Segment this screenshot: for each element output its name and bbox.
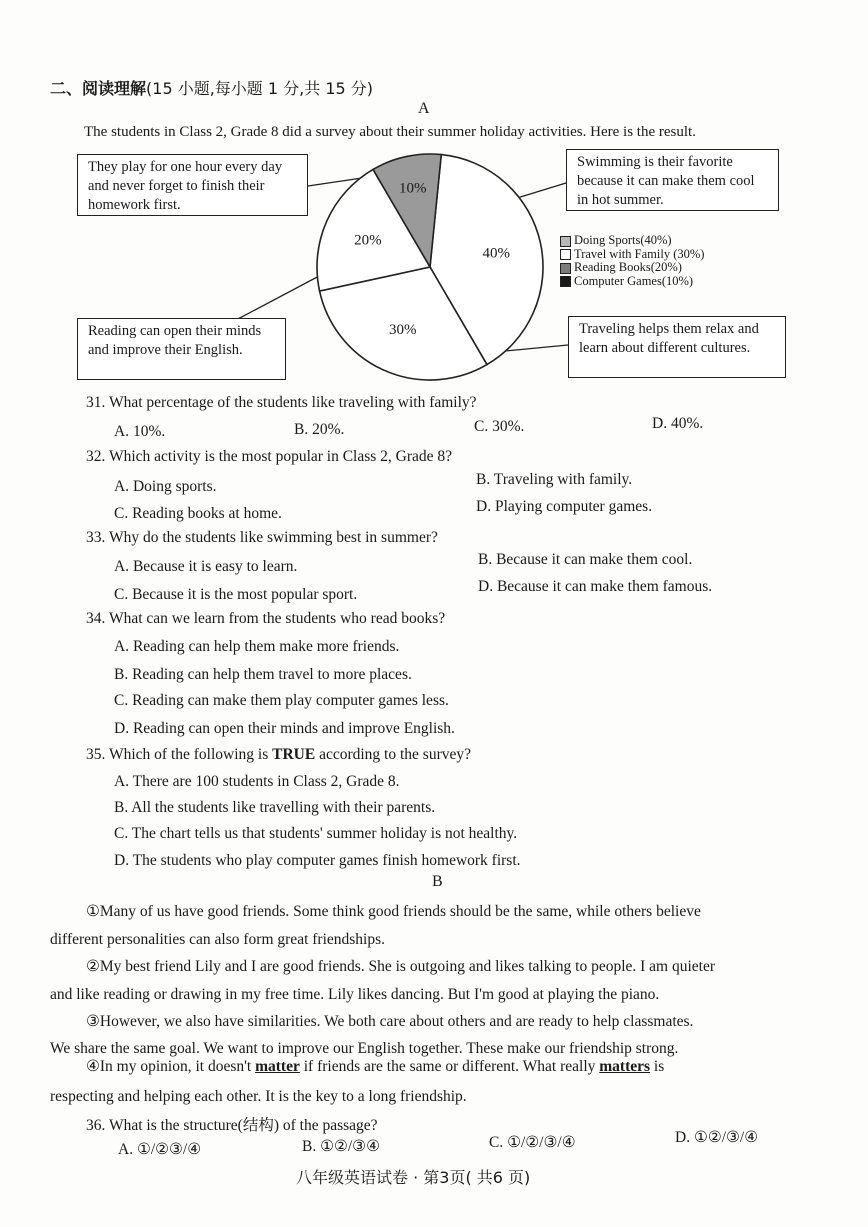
paragraph-1-line-2: different personalities can also form great friendships.	[50, 931, 386, 948]
keyword-matter: matter	[255, 1058, 300, 1075]
p4-pre: ④In my opinion, it doesn't	[86, 1058, 256, 1075]
legend-label: Travel with Family (30%)	[574, 246, 705, 261]
section-subtitle: (15 小题,每小题 1 分,共 15 分)	[146, 79, 374, 98]
option-36-a: A. ①/②③/④	[118, 1141, 202, 1158]
passage-b-label: B	[432, 873, 443, 890]
question-35	[86, 746, 471, 764]
question-35-true: TRUE	[272, 746, 316, 763]
legend-item	[560, 275, 704, 289]
callout-bottom-left-text: Reading can open their minds and improve their English.	[88, 323, 262, 358]
callout-bottom-left	[77, 318, 286, 380]
legend-swatch	[560, 263, 571, 274]
option-31-d: D. 40%.	[652, 415, 704, 432]
option-32-d: D. Playing computer games.	[476, 498, 653, 515]
question-31: 31. What percentage of the students like traveling with family?	[86, 394, 477, 411]
option-33-d: D. Because it can make them famous.	[478, 578, 713, 595]
option-31-a: A. 10%.	[114, 423, 166, 440]
pie-slice-label: 40%	[482, 245, 511, 262]
option-35-c: C. The chart tells us that students' summer holiday is not healthy.	[114, 825, 518, 842]
legend-swatch	[560, 236, 571, 247]
legend-label: Computer Games(10%)	[574, 273, 694, 288]
option-33-b: B. Because it can make them cool.	[478, 551, 693, 568]
page-footer: 八年级英语试卷 · 第3页( 共6 页)	[296, 1168, 531, 1187]
paragraph-4-line-1	[86, 1053, 664, 1081]
pie-slice-label: 20%	[354, 232, 382, 249]
p4-mid: if friends are the same or different. What really	[299, 1058, 600, 1075]
callout-top-right	[566, 149, 779, 211]
paragraph-2-line-2: and like reading or drawing in my free time. Lily likes dancing. But I'm good at playing the piano.	[50, 986, 660, 1003]
option-32-b: B. Traveling with family.	[476, 471, 633, 488]
option-35-d: D. The students who play computer games finish homework first.	[114, 852, 521, 869]
option-34-b: B. Reading can help them travel to more places.	[114, 666, 412, 683]
callout-top-left-text: They play for one hour every day and never forget to finish their homework first.	[88, 159, 283, 213]
question-35-pre: 35. Which of the following is	[86, 746, 273, 763]
callout-bottom-right	[568, 316, 786, 378]
option-35-a: A. There are 100 students in Class 2, Grade 8.	[114, 773, 400, 790]
callout-top-right-text: Swimming is their favorite because it can make them cool in hot summer.	[577, 154, 755, 208]
p4-post: is	[650, 1058, 665, 1075]
paragraph-3-line-2: We share the same goal. We want to improve our English together. These make our friendship strong.	[50, 1040, 679, 1057]
legend-swatch	[560, 276, 571, 287]
option-33-a: A. Because it is easy to learn.	[114, 558, 298, 575]
option-32-c: C. Reading books at home.	[114, 505, 282, 522]
option-34-d: D. Reading can open their minds and improve English.	[114, 720, 455, 737]
passage-a-label: A	[418, 100, 430, 117]
question-36: 36. What is the structure(结构) of the passage?	[86, 1117, 378, 1134]
paragraph-1-line-1: ①Many of us have good friends. Some think good friends should be the same, while others believe	[86, 903, 701, 920]
legend-label: Reading Books(20%)	[574, 260, 682, 274]
option-31-c: C. 30%.	[474, 418, 525, 435]
question-34: 34. What can we learn from the students who read books?	[86, 610, 446, 627]
legend-label: Doing Sports(40%)	[574, 233, 672, 247]
legend-swatch	[560, 249, 571, 260]
paragraph-2-line-1: ②My best friend Lily and I are good friends. She is outgoing and likes talking to people. I am quieter	[86, 958, 716, 975]
passage-a-intro: The students in Class 2, Grade 8 did a survey about their summer holiday activities. Here is the result.	[84, 124, 696, 140]
option-32-a: A. Doing sports.	[114, 478, 217, 495]
legend-item	[560, 248, 704, 262]
option-36-d: D. ①②/③/④	[675, 1129, 759, 1146]
callout-bottom-right-text: Traveling helps them relax and learn about different cultures.	[579, 321, 759, 356]
question-35-post: according to the survey?	[315, 746, 472, 763]
option-36-c: C. ①/②/③/④	[489, 1134, 576, 1151]
pie-slice-label: 10%	[398, 180, 427, 197]
chart-legend	[560, 234, 704, 288]
option-36-b: B. ①②/③④	[302, 1138, 380, 1155]
keyword-matters: matters	[599, 1058, 651, 1075]
section-title: 二、阅读理解	[50, 79, 147, 98]
legend-item	[560, 261, 704, 275]
option-34-c: C. Reading can make them play computer games less.	[114, 692, 449, 709]
pie-slice-label: 30%	[388, 322, 417, 339]
option-31-b: B. 20%.	[294, 421, 345, 438]
paragraph-4-line-2: respecting and helping each other. It is the key to a long friendship.	[50, 1088, 467, 1105]
question-32: 32. Which activity is the most popular in Class 2, Grade 8?	[86, 448, 453, 465]
callout-top-left	[77, 154, 308, 216]
option-33-c: C. Because it is the most popular sport.	[114, 586, 358, 603]
question-33: 33. Why do the students like swimming best in summer?	[86, 529, 438, 546]
option-35-b: B. All the students like travelling with their parents.	[114, 799, 436, 816]
legend-item	[560, 234, 704, 248]
paragraph-3-line-1: ③However, we also have similarities. We both care about others and are ready to help classmates.	[86, 1013, 694, 1030]
option-34-a: A. Reading can help them make more friends.	[114, 638, 400, 655]
